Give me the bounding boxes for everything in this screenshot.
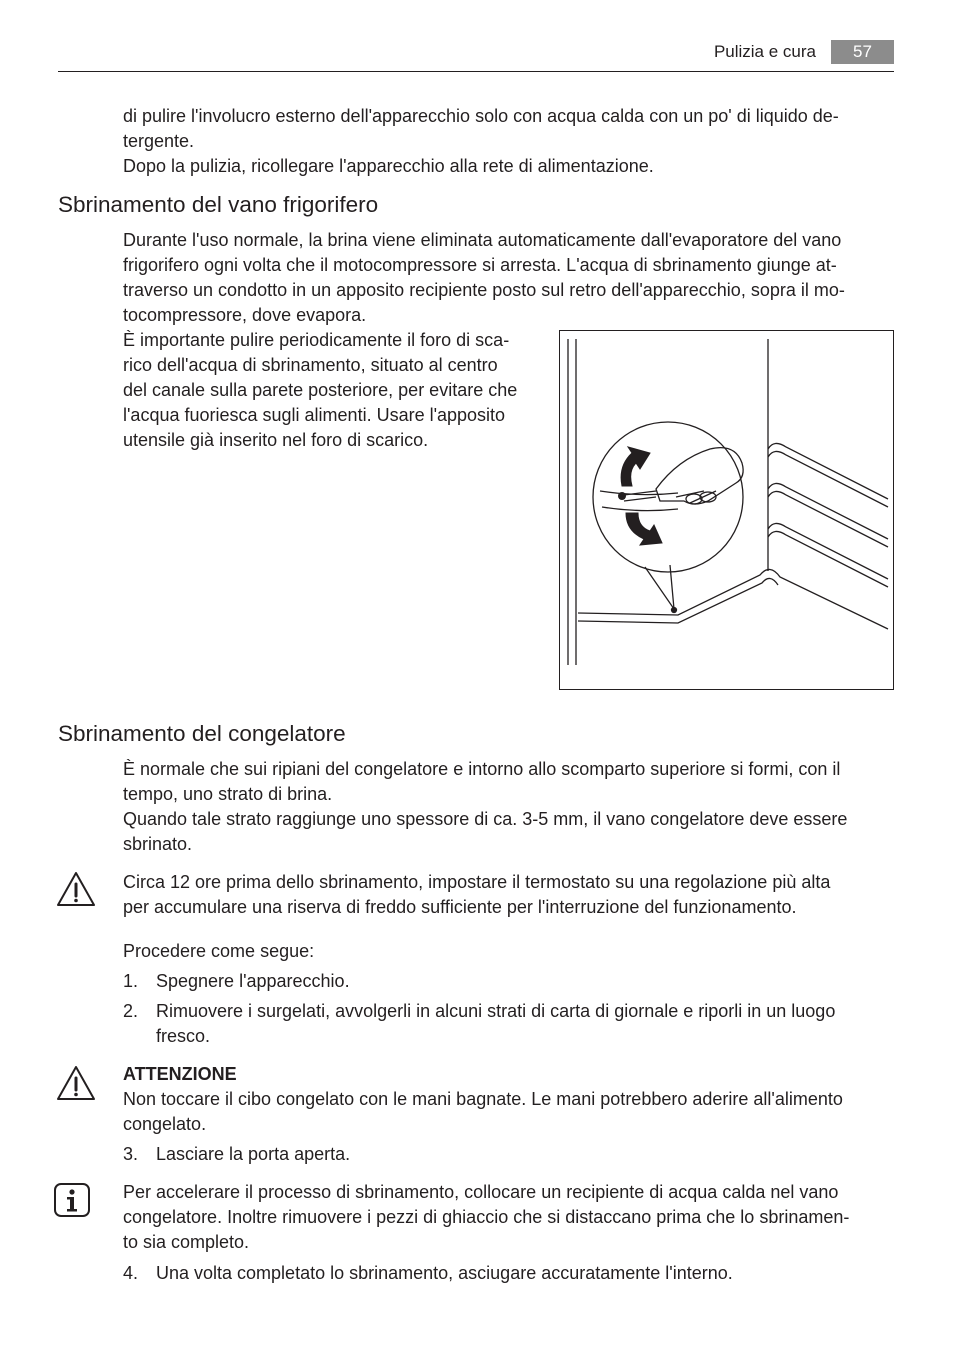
procedure-intro: Procedere come segue: — [123, 941, 315, 961]
warning-text-2: ATTENZIONE Non toccare il cibo congelato con le mani bagnate. Le mani potrebbero aderire all'alimento congelato. — [123, 1062, 894, 1137]
warning-triangle-icon — [56, 1065, 96, 1106]
section-title: Pulizia e cura — [713, 42, 816, 61]
info-text: Per accelerare il processo di sbrinamento, collocare un recipiente di acqua calda nel vano congelatore. Inoltre rimuovere i pezzi di ghiaccio che si distaccano prima che lo sbrinamen- to sia completo. — [123, 1182, 850, 1252]
warning-title: ATTENZIONE — [123, 1064, 237, 1084]
intro-paragraph: di pulire l'involucro esterno dell'apparecchio solo con acqua calda con un po' di liquido de- tergente. Dopo la pulizia, ricollegare l'apparecchio alla rete di alimentazione. — [123, 106, 839, 176]
fridge-section-title: Sbrinamento del vano frigorifero — [58, 192, 379, 217]
freezer-section-title: Sbrinamento del congelatore — [58, 721, 346, 746]
page-header — [58, 38, 894, 72]
drain-hole-illustration — [559, 330, 894, 690]
warning-triangle-icon — [56, 871, 96, 912]
fridge-interior-drawing — [560, 331, 893, 689]
fridge-paragraph-1: Durante l'uso normale, la brina viene eliminata automaticamente dall'evaporatore del vano frigorifero ogni volta che il motocompressore si arresta. L'acqua di sbrinamento giunge at- traverso un condotto in un apposito recipiente posto sul retro dell'apparecchio, sopra il mo- tocompressore, dove evapora. — [123, 230, 845, 325]
freezer-paragraph-1: È normale che sui ripiani del congelatore e intorno allo scomparto superiore si formi, con il tempo, uno strato di brina. Quando tale strato raggiunge uno spessore di ca. 3-5 mm, il vano congelatore deve essere sbrinato. — [123, 759, 848, 854]
warning-text-1: Circa 12 ore prima dello sbrinamento, impostare il termostato su una regolazione più alta per accumulare una riserva di freddo sufficiente per l'interruzione del funzionamento. — [123, 872, 831, 917]
info-icon — [53, 1182, 91, 1223]
fridge-paragraph-2: È importante pulire periodicamente il foro di sca- rico dell'acqua di sbrinamento, situato al centro del canale sulla parete posteriore, per evitare che l'acqua fuoriesca sugli alimenti. Usare l'apposito utensile già inserito nel foro di scarico. — [123, 330, 518, 450]
page-number: 57 — [831, 40, 894, 64]
